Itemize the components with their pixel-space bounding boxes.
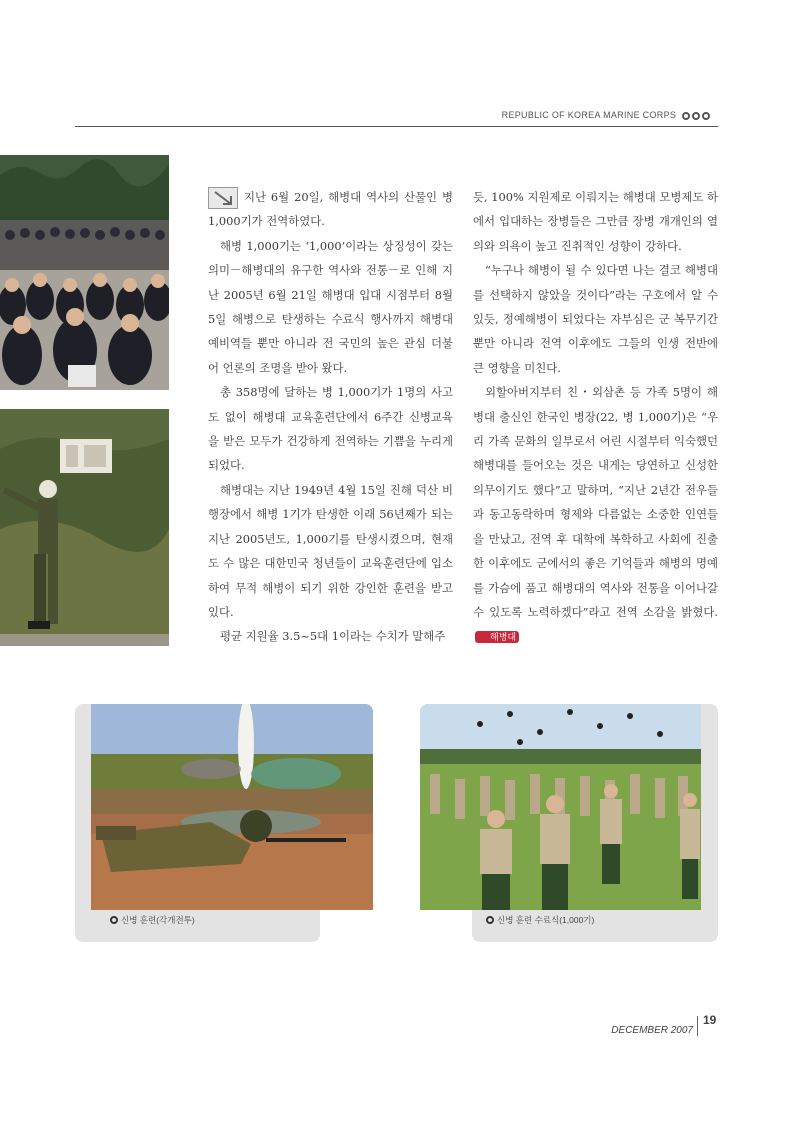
header-dots-icon <box>682 112 710 120</box>
paragraph: 해병 1,000기는 ‘1,000’이라는 상징성이 갖는 의미－해병대의 유구한 역사와 전통－로 인해 지난 2005년 6월 21일 해병대 입대 시점부터 8월 5일 해병으로 탄생하는 수료식 행사까지 해병대 예비역들 뿐만 아니라 전 국민의 높은 관심 더불어 언론의 조명을 받아 왔다. <box>208 238 453 375</box>
recruits-crowd-photo <box>0 155 169 390</box>
paragraph: “누구나 해병이 될 수 있다면 나는 결코 해병대를 선택하지 않았을 것이다”라는 구호에서 알 수 있듯, 정예해병이 되었다는 자부심은 군 복무기간 뿐만 아니라 전역 이후에도 그들의 인생 전반에 큰 영향을 미친다. <box>473 263 718 375</box>
arrow-down-right-icon <box>208 187 238 209</box>
paragraph: 지난 6월 20일, 해병대 역사의 산물인 병 1,000기가 전역하였다. <box>208 185 453 234</box>
paragraph: 총 358명에 달하는 병 1,000기가 1명의 사고도 없이 해병대 교육훈련단에서 6주간 신병교육을 받은 모두가 건강하게 전역하는 기쁨을 누리게 되었다. <box>208 385 453 473</box>
caption-left: 신병 훈련(각개전투) <box>110 914 195 926</box>
paragraph: 평균 지원율 3.5~5대 1이라는 수치가 말해주 <box>220 629 446 644</box>
soldier-hill-photo <box>0 409 169 646</box>
graduation-ceremony-photo <box>420 704 701 910</box>
header-rule <box>75 126 718 127</box>
paragraph: 외할아버지부터 친・외삼촌 등 가족 5명이 해병대 출신인 한국인 병장(22, 병 1,000기)은 “우리 가족 문화의 일부로서 어린 시절부터 익숙했던 해병대를 들어오는 것은 내게는 당연하고 신성한 의무이기도 했다”고 말하며, “지난 2년간 전우들과 동고동락하며 형제와 다름없는 소중한 인연들을 만났고, 전역 후 대학에 복학하고 사회에 진출한 이후에도 군에서의 좋은 기억들과 해병의 명예를 가슴에 품고 해병대의 역사와 전통을 이어나갈 수 있도록 노력하겠다”라고 전역 소감을 밝혔다.해병대 <box>473 385 718 643</box>
paragraph: 해병대는 지난 1949년 4월 15일 진해 덕산 비행장에서 해병 1기가 탄생한 이래 56년째가 되는 지난 2005년도, 1,000기를 탄생시켰으며, 현재도 수 많은 대한민국 청년들이 교육훈련단에 입소하여 무적 해병이 되기 위한 강인한 훈련을 받고 있다. <box>208 482 453 619</box>
article-column-left <box>208 185 453 649</box>
running-header <box>502 110 710 120</box>
header-title: REPUBLIC OF KOREA MARINE CORPS <box>501 110 677 120</box>
article-column-right <box>473 185 718 649</box>
paragraph: 듯, 100% 지원제로 이뤄지는 해병대 모병제도 하에서 입대하는 장병들은 그만큼 장병 개개인의 열의와 의욕이 높고 진취적인 성향이 강하다. <box>473 190 718 253</box>
caption-bullet-icon <box>110 916 118 924</box>
footer-date: DECEMBER 2007 <box>611 1025 693 1036</box>
page-number: 19 <box>703 1013 717 1027</box>
caption-bullet-icon <box>486 916 494 924</box>
crawling-training-photo <box>91 704 373 910</box>
caption-right: 신병 훈련 수료식(1,000기) <box>486 914 594 926</box>
footer-divider <box>697 1016 698 1036</box>
marine-corps-badge: 해병대 <box>475 631 519 643</box>
